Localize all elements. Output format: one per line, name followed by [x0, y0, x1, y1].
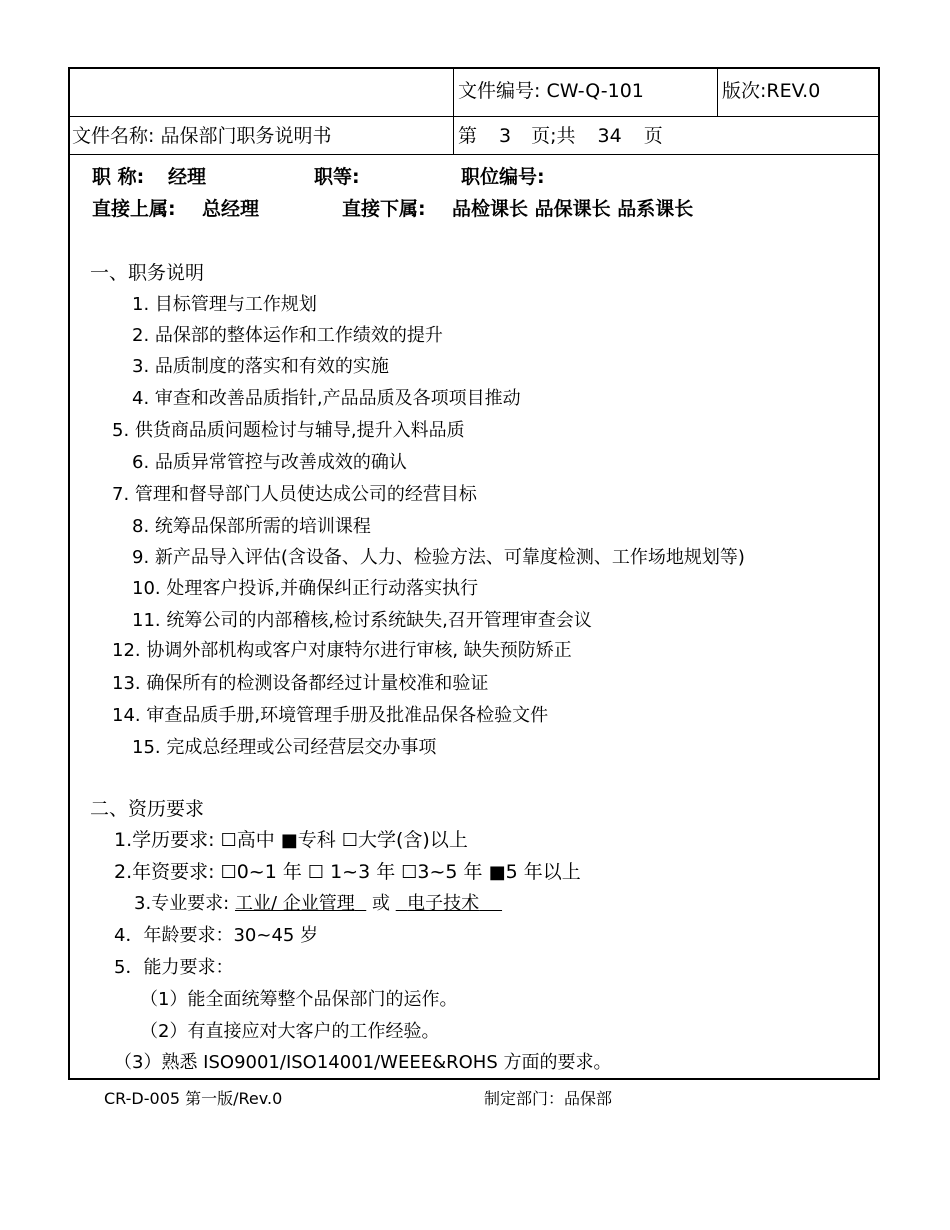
column-divider [453, 69, 454, 116]
checkbox-unchecked-icon: ☐ [220, 830, 237, 851]
duty-item: 5. 供货商品质问题检讨与辅导,提升入料品质 [112, 420, 465, 441]
checkbox-checked-icon: ■ [280, 830, 298, 851]
duty-item: 4. 审查和改善品质指针,产品品质及各项项目推动 [132, 388, 521, 409]
education-option-highschool: 高中 [236, 829, 275, 851]
page-indicator [458, 125, 663, 147]
header-row-1 [70, 69, 878, 117]
major-label: 3.专业要求: [134, 893, 230, 914]
page-prefix: 第 [458, 125, 478, 147]
page-suffix: 页 [643, 125, 663, 147]
column-divider [453, 117, 454, 154]
file-name: 文件名称: 品保部门职务说明书 [72, 125, 332, 147]
experience-option-0-1: 0~1 年 [236, 861, 302, 883]
education-requirement [114, 825, 468, 852]
checkbox-checked-icon: ■ [488, 862, 506, 883]
checkbox-unchecked-icon: ☐ [401, 862, 418, 883]
job-grade-label: 职等: [314, 166, 360, 188]
duty-item: 9. 新产品导入评估(含设备、人力、检验方法、可靠度检测、工作场地规划等) [132, 547, 745, 568]
experience-option-5-plus: 5 年以上 [505, 861, 581, 883]
experience-option-3-5: 3~5 年 [417, 861, 483, 883]
file-number: 文件编号: CW-Q-101 [458, 80, 644, 102]
header-row-2 [70, 117, 878, 155]
duty-item: 13. 确保所有的检测设备都经过计量校准和验证 [112, 673, 489, 694]
checkbox-unchecked-icon: ☐ [220, 862, 237, 883]
job-title-label: 职 称: [92, 166, 145, 188]
duty-item: 8. 统筹品保部所需的培训课程 [132, 516, 371, 537]
education-option-college: 专科 [297, 829, 336, 851]
page-total: 34 [597, 125, 622, 147]
ability-label: 5．能力要求： [114, 957, 234, 978]
checkbox-unchecked-icon: ☐ [341, 830, 358, 851]
revision: 版次:REV.0 [722, 80, 821, 102]
duty-item: 6. 品质异常管控与改善成效的确认 [132, 452, 407, 473]
major-connector: 或 [371, 893, 390, 914]
experience-option-1-3: 1~3 年 [330, 861, 396, 883]
duty-item: 7. 管理和督导部门人员使达成公司的经营目标 [112, 484, 477, 505]
education-option-university: 大学(含)以上 [358, 829, 468, 851]
age-requirement: 4．年龄要求：30~45 岁 [114, 925, 319, 946]
document-frame [68, 67, 880, 1080]
column-divider [717, 69, 718, 116]
form-number: CR-D-005 第一版/Rev.0 [104, 1089, 283, 1108]
duty-item: 2. 品保部的整体运作和工作绩效的提升 [132, 325, 443, 346]
major-requirement [134, 889, 502, 915]
checkbox-unchecked-icon: ☐ [307, 862, 325, 883]
superior-label: 直接上属: [92, 198, 176, 220]
ability-item: （3）熟悉 ISO9001/ISO14001/WEEE&ROHS 方面的要求。 [114, 1052, 612, 1073]
section-heading-qualifications: 二、资历要求 [90, 798, 205, 820]
duty-item: 15. 完成总经理或公司经营层交办事项 [132, 737, 437, 758]
experience-label: 2.年资要求: [114, 861, 215, 883]
page-mid: 页;共 [531, 125, 576, 147]
major-value-2: 电子技术 [407, 893, 480, 914]
ability-item: （2）有直接应对大客户的工作经验。 [140, 1021, 440, 1042]
page-number: 3 [499, 125, 512, 147]
major-value-1: 工业/ 企业管理 [234, 893, 355, 914]
issuing-department: 制定部门：品保部 [484, 1089, 613, 1108]
subordinate-label: 直接下属: [342, 198, 426, 220]
position-number-label: 职位编号: [461, 166, 545, 188]
experience-requirement [114, 857, 581, 884]
education-label: 1.学历要求: [114, 829, 215, 851]
duty-item: 14. 审查品质手册,环境管理手册及批准品保各检验文件 [112, 705, 549, 726]
duty-item: 3. 品质制度的落实和有效的实施 [132, 356, 389, 377]
duty-item: 10. 处理客户投诉,并确保纠正行动落实执行 [132, 578, 479, 599]
section-heading-duties: 一、职务说明 [90, 262, 205, 284]
job-title-value: 经理 [168, 166, 207, 188]
subordinate-value: 品检课长 品保课长 品系课长 [452, 198, 694, 220]
duty-item: 12. 协调外部机构或客户对康特尔进行审核, 缺失预防矫正 [112, 640, 572, 661]
superior-value: 总经理 [202, 198, 260, 220]
duty-item: 11. 统筹公司的内部稽核,检讨系统缺失,召开管理审查会议 [132, 610, 592, 631]
duty-item: 1. 目标管理与工作规划 [132, 294, 317, 315]
ability-item: （1）能全面统筹整个品保部门的运作。 [140, 989, 458, 1010]
